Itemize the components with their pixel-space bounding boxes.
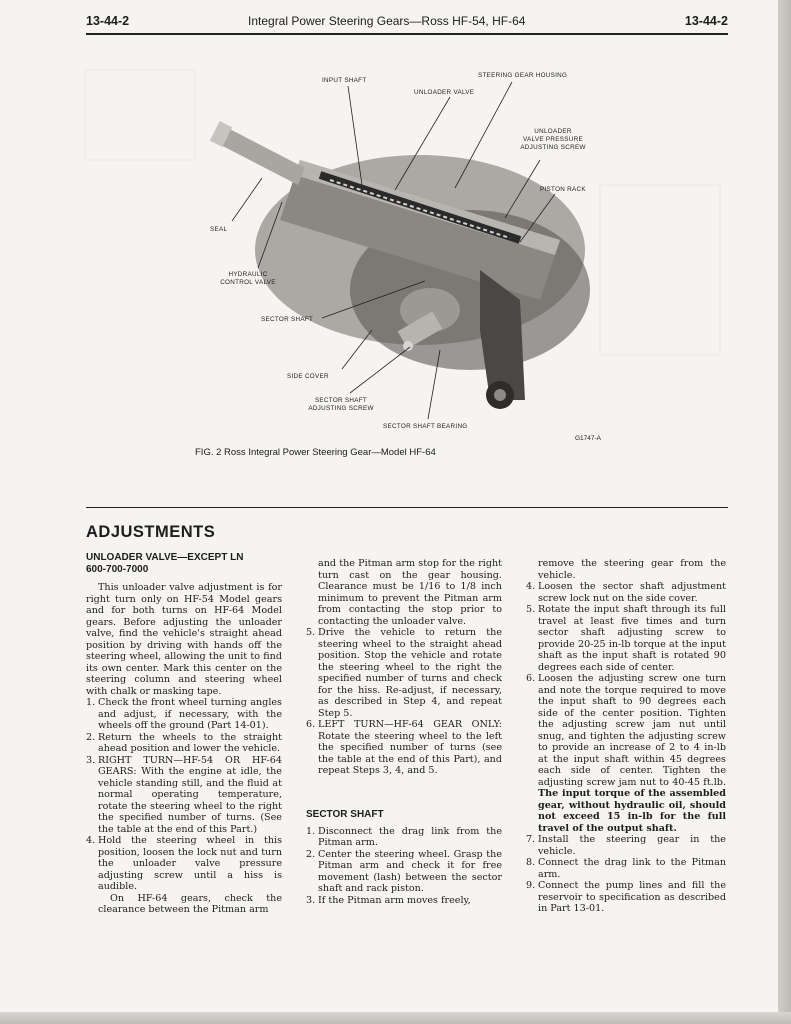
step-text: Loosen the sector shaft adjustment screw lock nut on the side cover.	[538, 581, 726, 604]
label-line: HYDRAULIC	[228, 271, 268, 278]
torque-warning: The input torque of the assembled gear, without hydraulic oil, should not exceed 15 in-lb for the full travel of the output shaft.	[538, 788, 726, 834]
figure-code: G1747-A	[575, 435, 602, 442]
step-text: Center the steering wheel. Grasp the Pitman arm and check it for free movement (lash) between the sector shaft and rack piston.	[318, 848, 502, 894]
step-text: If the Pitman arm moves freely,	[318, 894, 471, 906]
figure-caption: FIG. 2 Ross Integral Power Steering Gear—Model HF-64	[195, 447, 436, 458]
label-line: ADJUSTING SCREW	[308, 405, 374, 412]
column-3	[526, 558, 726, 915]
heading-unloader-valve-models: 600-700-7000	[86, 564, 149, 575]
list-item: 2. Return the wheels to the straight ahead position and lower the vehicle.	[86, 731, 282, 754]
label-line: CONTROL VALVE	[220, 279, 276, 286]
label-line: ADJUSTING SCREW	[520, 144, 586, 151]
list-item: 6. Loosen the adjusting screw one turn and note the torque required to move the input shaft to 90 degrees each side of the center position. Tighten the adjusting screw jam nut until snug, and tighten the adjusting screw to provide an increase of 2 to 4 in-lb at the input shaft within 45 degrees each side of center. Tighten the adjusting screw jam nut to 40-45 ft.lb. The input torque of the assembled gear, without hydraulic oil, should not exceed 15 in-lb for the full travel of the output shaft.	[526, 673, 726, 834]
label-line: UNLOADER	[534, 128, 572, 135]
label-line: VALVE PRESSURE	[523, 136, 583, 143]
step-text: Disconnect the drag link from the Pitman arm.	[318, 825, 502, 848]
column-1	[86, 552, 282, 916]
list-item: 8. Connect the drag link to the Pitman arm.	[526, 857, 726, 880]
step-text: Return the wheels to the straight ahead position and lower the vehicle.	[98, 731, 282, 754]
step-text: Hold the steering wheel in this position, loosen the lock nut and turn the unloader valve pressure adjusting screw until a hiss is audible.	[98, 835, 282, 892]
list-item: 1. Disconnect the drag link from the Pitman arm.	[306, 825, 502, 848]
step-4-continued: On HF-64 gears, check the clearance between the Pitman arm	[98, 892, 282, 915]
list-item: 2. Center the steering wheel. Grasp the Pitman arm and check it for free movement (lash) between the sector shaft and rack piston.	[306, 848, 502, 894]
header-title: Integral Power Steering Gears—Ross HF-54, HF-64	[248, 14, 526, 28]
heading-unloader-valve: UNLOADER VALVE—EXCEPT LN	[86, 552, 244, 563]
intro-paragraph: This unloader valve adjustment is for right turn only on HF-54 Model gears and for both turns on HF-64 Model gears. Before adjusting the unloader valve, find the vehicle's straight ahead position by driving with hands off the steering wheel, allowing the unit to find its own center. Mark this center on the steering column and steering wheel with chalk or masking tape.	[86, 582, 282, 697]
label-sector-shaft-bearing: SECTOR SHAFT BEARING	[383, 423, 468, 430]
list-item: 1. Check the front wheel turning angles and adjust, if necessary, with the wheels off the ground (Part 14-01).	[86, 697, 282, 731]
heading-sector-shaft: SECTOR SHAFT	[306, 808, 384, 820]
step-text: Rotate the input shaft through its full travel at least five times and turn sector shaft adjusting screw to provide 20-25 in-lb torque at the input shaft as the input shaft is rotated 90 degrees each side of center.	[538, 604, 726, 673]
list-item: 4. Loosen the sector shaft adjustment screw lock nut on the side cover.	[526, 581, 726, 604]
list-item: 3. RIGHT TURN—HF-54 OR HF-64 GEARS: With the engine at idle, the vehicle standing still, and the fluid at normal operating temperature, rotate the steering wheel to the right the specified number of turns. (See the table at the end of this Part.)	[86, 754, 282, 835]
list-item: 9. Connect the pump lines and fill the reservoir to specification as described in Part 13-01.	[526, 880, 726, 914]
list-item: 3. If the Pitman arm moves freely,	[306, 895, 502, 907]
label-steering-gear-housing: STEERING GEAR HOUSING	[478, 72, 568, 79]
label-side-cover: SIDE COVER	[287, 373, 329, 380]
list-item: 6. LEFT TURN—HF-64 GEAR ONLY: Rotate the steering wheel to the left the specified number of turns (see the table at the end of this Part), and repeat Steps 3, 4, and 5.	[306, 719, 502, 776]
list-item: 4. Hold the steering wheel in this position, loosen the lock nut and turn the unloader valve pressure adjusting screw until a hiss is audible.	[86, 835, 282, 892]
continued-text: and the Pitman arm stop for the right turn cast on the gear housing. Clearance must be 1/16 to 1/8 inch minimum to prevent the Pitman arm from contacting the stop prior to contacting the unloader valve.	[318, 558, 502, 627]
gear-body	[210, 121, 590, 409]
label-seal: SEAL	[210, 226, 228, 233]
label-unloader-valve-pressure-adjusting-screw	[513, 128, 593, 152]
label-piston-rack: PISTON RACK	[540, 186, 586, 193]
label-unloader-valve: UNLOADER VALVE	[414, 89, 475, 96]
step-text: Connect the pump lines and fill the reservoir to specification as described in Part 13-01.	[538, 880, 726, 914]
list-item: 5. Rotate the input shaft through its full travel at least five times and turn sector shaft adjusting screw to provide 20-25 in-lb torque at the input shaft as the input shaft is rotated 90 degrees each side of center.	[526, 604, 726, 673]
label-sector-shaft: SECTOR SHAFT	[261, 316, 314, 323]
page-number-left: 13-44-2	[86, 14, 130, 28]
page-number-right: 13-44-2	[684, 14, 728, 28]
column-2	[306, 558, 502, 906]
step-text: LEFT TURN—HF-64 GEAR ONLY: Rotate the steering wheel to the left the specified number of turns (see the table at the end of this Part), and repeat Steps 3, 4, and 5.	[318, 719, 502, 776]
list-item: 5. Drive the vehicle to return the steering wheel to the straight ahead position. Stop the vehicle and rotate the steering wheel to the right the specified number of turns and check for the hiss. Re-adjust, if necessary, as described in Step 4, and repeat Step 5.	[306, 627, 502, 719]
label-hydraulic-control-valve	[212, 271, 284, 287]
step-6-text: Loosen the adjusting screw one turn and note the torque required to move the input shaft to 90 degrees each side of the center position. Tighten the adjusting screw jam nut until snug, and tighten the adjusting screw to provide an increase of 2 to 4 in-lb at the input shaft within 45 degrees each side of center. Tighten the adjusting screw jam nut to 40-45 ft.lb.	[538, 673, 726, 788]
continued-text: remove the steering gear from the vehicle.	[538, 558, 726, 581]
step-text: Install the steering gear in the vehicle.	[538, 834, 726, 857]
step-text: Connect the drag link to the Pitman arm.	[538, 857, 726, 880]
label-input-shaft: INPUT SHAFT	[322, 77, 367, 84]
label-line: SECTOR SHAFT	[314, 397, 368, 404]
section-rule	[86, 507, 728, 508]
step-text: Check the front wheel turning angles and adjust, if necessary, with the wheels off the ground (Part 14-01).	[98, 697, 282, 731]
step-text: RIGHT TURN—HF-54 OR HF-64 GEARS: With the engine at idle, the vehicle standing still, and the fluid at normal operating temperature, rotate the steering wheel to the right the specified number of turns. (See the table at the end of this Part.)	[98, 754, 282, 835]
list-item: 7. Install the steering gear in the vehicle.	[526, 834, 726, 857]
step-text: Drive the vehicle to return the steering wheel to the straight ahead position. Stop the vehicle and rotate the steering wheel to the right the specified number of turns and check for the hiss. Re-adjust, if necessary, as described in Step 4, and repeat Step 5.	[318, 627, 502, 719]
step-text	[538, 673, 726, 834]
label-sector-shaft-adjusting-screw	[303, 397, 379, 413]
section-title: ADJUSTMENTS	[86, 523, 216, 541]
